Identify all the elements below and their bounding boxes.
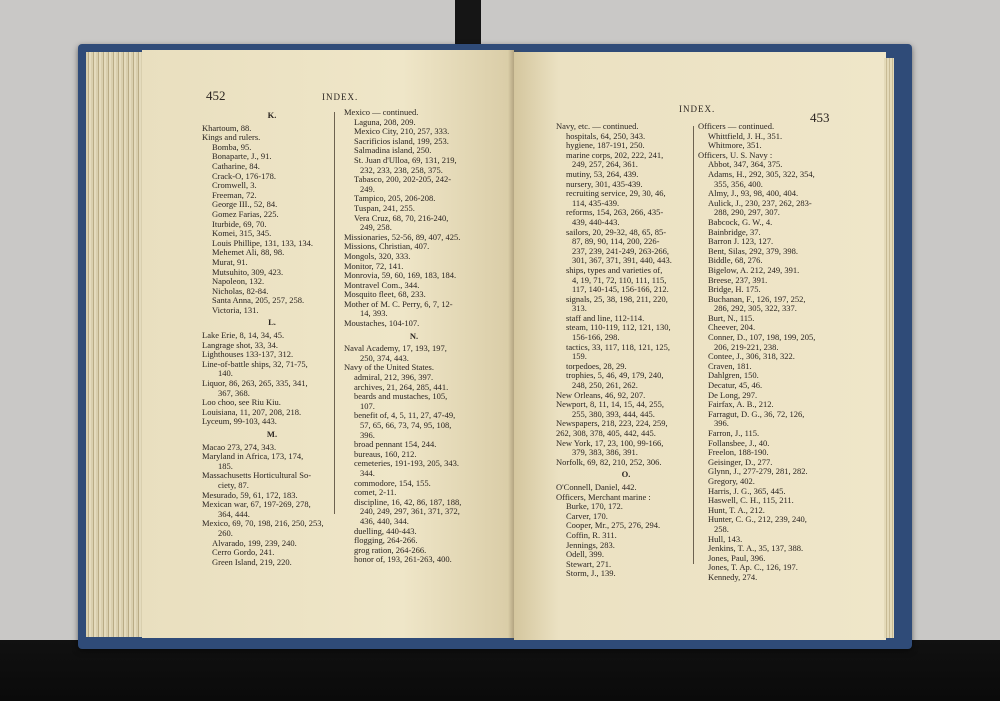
index-entry: Newspapers, 218, 223, 224, 259, [556,418,668,429]
index-letter-heading: L. [268,317,276,328]
index-entry: Tuspan, 241, 255. [354,202,415,213]
index-entry: Sacrificios island, 199, 253. [354,135,449,146]
index-entry: discipline, 16, 42, 86, 187, 188, [354,496,462,507]
index-entry: staff and line, 112-114. [566,312,645,323]
index-entry: Jenkins, T. A., 35, 137, 388. [708,543,804,554]
index-entry: 232, 233, 238, 258, 375. [360,164,443,175]
index-entry: Kennedy, 274. [708,571,758,582]
index-entry: Geisinger, D., 277. [708,456,773,467]
index-entry: grog ration, 264-266. [354,544,427,555]
index-entry: Stewart, 271. [566,558,612,569]
index-entry: Monrovia, 59, 60, 169, 183, 184. [344,270,457,281]
index-entry: Green Island, 219, 220. [212,556,292,567]
index-entry: Officers — continued. [698,121,775,131]
index-entry: Burt, N., 115. [708,312,755,323]
index-entry: ciety, 87. [218,479,249,490]
index-entry: Farragut, D. G., 36, 72, 126, [708,408,805,419]
index-entry: 288, 290, 297, 307. [714,207,780,218]
index-entry: tactics, 33, 117, 118, 121, 125, [566,341,670,352]
index-entry: torpedoes, 28, 29. [566,360,627,371]
index-entry: 255, 380, 393, 444, 445. [572,408,655,419]
index-entry: Mosquito fleet, 68, 233. [344,289,426,300]
index-entry: Cheever, 204. [708,322,756,333]
index-entry: 185. [218,460,233,471]
index-letter-heading: N. [409,330,419,341]
index-entry: Fairfax, A. B., 212. [708,399,774,410]
index-entry: Officers, U. S. Navy : [698,149,773,160]
index-entry: 301, 367, 371, 391, 440, 443. [572,255,672,266]
index-entry: trophies, 5, 46, 49, 179, 240, [566,370,664,381]
index-entry: comet, 2-11. [354,487,397,498]
index-entry: Mesurado, 59, 61, 172, 183. [202,489,298,500]
index-entry: Macao 273, 274, 343. [202,441,277,452]
index-entry: flogging, 264-266. [354,535,418,546]
index-entry: admiral, 212, 396, 397. [354,372,434,383]
index-entry: Freelon, 188-190. [708,447,769,458]
index-entry: Almy, J., 93, 98, 400, 404. [708,188,799,199]
index-entry: Cromwell, 3. [212,180,257,191]
index-entry: Carver, 170. [566,510,608,521]
index-entry: Mutsuhito, 309, 423. [212,266,284,277]
index-entry: hospitals, 64, 250, 343. [566,130,646,141]
index-entry: Newport, 8, 11, 14, 15, 44, 255, [556,399,665,410]
index-entry: 396. [360,429,375,440]
index-entry: 4, 19, 71, 72, 110, 111, 115, [572,274,667,285]
index-entry: Norfolk, 69, 82, 210, 252, 306. [556,456,662,467]
index-entry: Biddle, 68, 276. [708,255,763,266]
index-entry: 260. [218,527,233,538]
index-entry: 262, 308, 378, 405, 442, 445. [556,428,656,438]
index-entry: Bomba, 95. [212,141,252,152]
index-entry: Follansbee, J., 40. [708,437,770,448]
index-entry: Navy of the United States. [344,362,434,373]
index-entry: ships, types and varieties of, [566,264,663,275]
index-entry: Mongols, 320, 333. [344,250,411,261]
index-entry: Decatur, 45, 46. [708,380,763,391]
index-entry: 344. [360,467,375,478]
page-edges [86,52,144,637]
index-entry: Navy, etc. — continued. [556,121,639,131]
index-entry: Langrage shot, 33, 34. [202,339,279,350]
index-entry: Burke, 170, 172. [566,501,623,512]
index-entry: Craven, 181. [708,360,752,371]
index-entry: Vera Cruz, 68, 70, 216-240, [354,212,449,223]
index-entry: Crack-O, 176-178. [212,170,276,181]
index-entry: Komei, 315, 345. [212,228,272,239]
index-entry: Naval Academy, 17, 193, 197, [344,343,447,354]
index-letter-heading: M. [266,429,278,439]
index-entry: Farron, J., 115. [708,428,760,438]
index-entry: Coffin, R. 311. [566,529,617,540]
index-entry: cemeteries, 191-193, 205, 343. [354,458,460,469]
index-entry: 250, 374, 443. [360,352,409,363]
index-entry: 206, 219-221, 238. [714,341,779,352]
index-entry: 258. [714,523,729,534]
index-entry: marine corps, 202, 222, 241, [566,149,664,160]
index-entry: Cerro Gordo, 241. [212,547,275,558]
index-entry: Maryland in Africa, 173, 174, [202,451,304,462]
index-entry: Missions, Christian, 407. [344,241,430,252]
index-entry: Tampico, 205, 206-208. [354,193,436,204]
index-entry: Lighthouses 133-137, 312. [202,349,294,360]
index-entry: signals, 25, 38, 198, 211, 220, [566,293,668,304]
index-entry: Louis Phillipe, 131, 133, 134. [212,237,314,248]
index-entry: Santa Anna, 205, 257, 258. [212,295,305,306]
index-entry: 367, 368. [218,387,250,398]
index-entry: Mexico, 69, 70, 198, 216, 250, 253, [202,518,324,529]
index-entry: Adams, H., 292, 305, 322, 354, [708,168,815,179]
index-entry: Jones, T. Ap. C., 126, 197. [708,562,798,573]
running-head: INDEX. [322,92,359,102]
index-entry: Storm, J., 139. [566,568,616,579]
index-entry: 114, 435-439. [572,197,620,208]
index-entry: De Long, 297. [708,389,758,400]
index-entry: 364, 444. [218,508,250,519]
index-entry: Liquor, 86, 263, 265, 335, 341, [202,378,308,389]
index-entry: Laguna, 208, 209. [354,116,416,127]
index-entry: mutiny, 53, 264, 439. [566,168,639,179]
index-entry: broad pennant 154, 244. [354,439,437,450]
index-entry: 355, 356, 400. [714,178,763,189]
index-entry: St. Juan d'Ulloa, 69, 131, 219, [354,154,457,165]
index-entry: Whittfield, J. H., 351. [708,130,783,141]
index-entry: honor of, 193, 261-263, 400. [354,554,452,565]
index-entry: Gregory, 402. [708,475,755,486]
index-entry: Catharine, 84. [212,160,260,171]
index-entry: Khartoum, 88. [202,122,252,133]
index-entry: 439, 440-443. [572,216,620,227]
index-entry: Missionaries, 52-56, 89, 407, 425. [344,231,461,242]
index-entry: Mehemet Ali, 88, 98. [212,247,285,258]
index-entry: 107. [360,400,375,411]
index-entry: Freeman, 72. [212,189,257,200]
index-column-right-2 [698,122,838,583]
index-entry: benefit of, 4, 5, 11, 27, 47-49, [354,410,456,421]
index-entry: Gomez Farias, 225. [212,208,279,219]
index-entry: Cooper, Mr., 275, 276, 294. [566,520,661,531]
index-entry: sailors, 20, 29-32, 48, 65, 85- [566,226,667,237]
index-entry: Conner, D., 107, 198, 199, 205, [708,332,816,343]
index-entry: Kings and rulers. [202,132,261,143]
index-entry: Mexico — continued. [344,107,419,117]
index-entry: Mother of M. C. Perry, 6, 7, 12- [344,298,453,309]
index-entry: Loo choo, see Riu Kiu. [202,397,281,408]
index-entry: 249, 258. [360,222,392,233]
index-entry: Glynn, J., 277-279, 281, 282. [708,466,808,477]
index-entry: recruiting service, 29, 30, 46, [566,188,666,199]
index-entry: 396. [714,418,729,429]
index-entry: 14, 393. [360,308,388,319]
index-entry: 117, 140-145, 156-166, 212. [572,284,669,295]
index-entry: beards and mustaches, 105, [354,391,448,402]
index-entry: Haswell, C. H., 115, 211. [708,495,794,506]
index-entry: Napoleon, 132. [212,276,265,287]
index-entry: Barron J. 123, 127. [708,236,774,247]
index-entry: Harris, J. G., 365, 445. [708,485,786,496]
index-entry: Nicholas, 82-84. [212,285,269,296]
index-entry: 379, 383, 386, 391. [572,447,638,458]
index-entry: bureaus, 160, 212. [354,448,417,459]
index-entry: Jennings, 283. [566,539,615,550]
index-entry: 156-166, 298. [572,332,620,343]
index-entry: Bridge, H. 175. [708,284,761,295]
index-entry: 159. [572,351,587,362]
index-entry: Moustaches, 104-107. [344,318,420,329]
index-entry: 140. [218,368,233,379]
index-entry: Aulick, J., 230, 237, 262, 283- [708,197,812,208]
index-entry: 237, 239, 241-249, 263-266, [572,245,670,256]
index-entry: 87, 89, 90, 114, 200, 226- [572,236,660,247]
index-entry: Victoria, 131. [212,304,259,315]
index-column-right-1 [556,122,696,579]
index-entry: Officers, Merchant marine : [556,491,651,502]
index-column-left-2 [344,108,484,565]
index-entry: Line-of-battle ships, 32, 71-75, [202,358,308,369]
index-entry: Murat, 91. [212,256,248,267]
index-entry: Mexican war, 67, 197-269, 278, [202,499,311,510]
index-entry: 313. [572,303,587,314]
index-entry: New Orleans, 46, 92, 207. [556,389,646,400]
index-entry: Salmadina island, 250. [354,145,432,156]
index-entry: nursery, 301, 435-439. [566,178,643,189]
index-entry: Iturbide, 69, 70. [212,218,267,229]
index-entry: Whitmore, 351. [708,140,762,151]
index-entry: Hull, 143. [708,533,743,544]
index-entry: 249. [360,183,375,194]
index-entry: Babcock, G. W., 4. [708,216,773,227]
index-entry: Bent, Silas, 292, 379, 398. [708,245,798,256]
page-number: 452 [206,88,226,103]
index-column-left-1 [202,108,342,567]
index-entry: hygiene, 187-191, 250. [566,140,645,151]
index-entry: steam, 110-119, 112, 121, 130, [566,322,671,333]
right-page-edges [884,58,894,638]
index-entry: Hunt, T. A., 212. [708,504,765,515]
column-rule [693,126,694,564]
left-page [142,50,514,638]
index-entry: Hunter, C. G., 212, 239, 240, [708,514,807,525]
index-entry: Odell, 399. [566,549,605,560]
index-entry: Dahlgren, 150. [708,370,759,381]
table-surface-shadow [0,640,1000,701]
bookmark-ribbon [455,0,481,50]
index-entry: archives, 21, 264, 285, 441. [354,381,449,392]
index-entry: Lake Erie, 8, 14, 34, 45. [202,330,285,341]
index-entry: Buchanan, F., 126, 197, 252, [708,293,806,304]
index-entry: 240, 249, 297, 361, 371, 372, [360,506,460,517]
index-entry: duelling, 440-443. [354,525,417,536]
index-entry: Alvarado, 199, 239, 240. [212,537,297,548]
index-entry: George III., 52, 84. [212,199,278,210]
index-entry: Breese, 237, 391. [708,274,768,285]
index-entry: Louisiana, 11, 207, 208, 218. [202,406,302,417]
index-entry: 436, 440, 344. [360,515,409,526]
index-entry: Lyceum, 99-103, 443. [202,416,277,427]
index-entry: O'Connell, Daniel, 442. [556,481,637,492]
index-entry: Massachusetts Horticultural So- [202,470,312,481]
index-letter-heading: O. [621,469,631,480]
index-entry: Montravel Com., 344. [344,279,420,290]
column-rule [334,112,335,514]
index-letter-heading: K. [267,110,277,120]
index-entry: Abbot, 347, 364, 375. [708,159,783,170]
index-entry: Monitor, 72, 141. [344,260,404,271]
index-entry: Bigelow, A. 212, 249, 391. [708,264,800,275]
page-number: 453 [810,110,830,125]
index-entry: Jones, Paul, 396. [708,552,766,563]
index-entry: Contee, J., 306, 318, 322. [708,351,795,362]
index-entry: 248, 250, 261, 262. [572,380,638,391]
index-entry: 57, 65, 66, 73, 74, 95, 108, [360,420,452,430]
index-entry: reforms, 154, 263, 266, 435- [566,207,664,218]
index-entry: Bonaparte, J., 91. [212,151,272,162]
index-entry: New York, 17, 23, 100, 99-166, [556,437,664,448]
index-entry: Bainbridge, 37. [708,226,761,237]
index-entry: 286, 292, 305, 322, 337. [714,303,797,314]
index-entry: Tabasco, 200, 202-205, 242- [354,174,452,185]
right-page [514,52,886,640]
index-entry: Mexico City, 210, 257, 333. [354,126,450,137]
running-head: INDEX. [679,104,716,114]
index-entry: commodore, 154, 155. [354,477,431,488]
index-entry: 249, 257, 264, 361. [572,159,638,170]
